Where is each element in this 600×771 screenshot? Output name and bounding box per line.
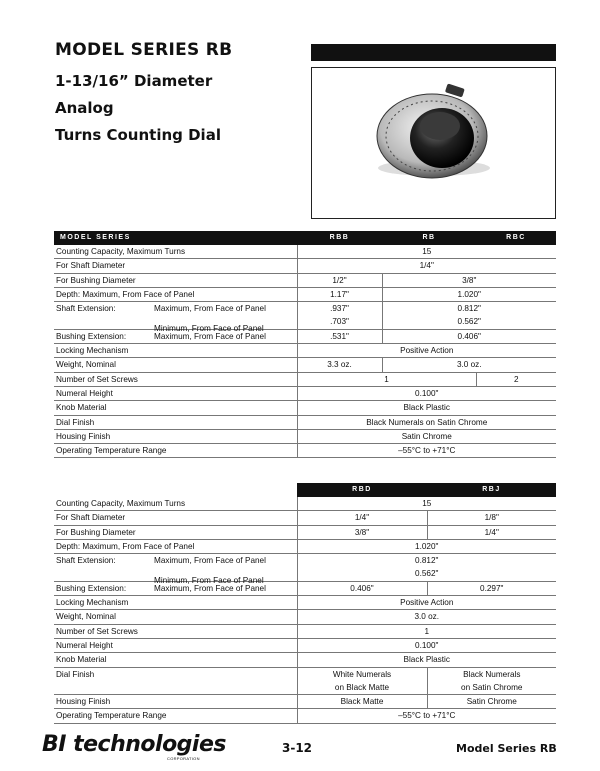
cell: Black Matte <box>297 695 427 709</box>
row-label: Dial Finish <box>56 669 95 679</box>
table-row <box>54 344 556 358</box>
cell: 1/2" <box>297 273 382 287</box>
cell: on Satin Chrome <box>427 681 556 695</box>
row-label: Dial Finish <box>54 415 297 429</box>
row-label: Housing Finish <box>54 695 297 709</box>
table-row <box>54 581 556 595</box>
table-row <box>54 709 556 723</box>
spec-table-2 <box>54 483 556 724</box>
cell: –55°C to +71°C <box>297 709 556 723</box>
row-sublabel: Minimum, From Face of Panel <box>154 576 264 586</box>
cell: 1.020" <box>297 539 556 553</box>
row-label-main: Shaft Extension: <box>56 304 116 314</box>
row-label: Knob Material <box>54 401 297 415</box>
table-row <box>54 695 556 709</box>
cell: .703" <box>297 315 382 329</box>
cell: 0.562" <box>382 315 556 329</box>
cell: White Numerals <box>297 667 427 681</box>
cell: 0.406" <box>297 581 427 595</box>
row-label: Locking Mechanism <box>54 344 297 358</box>
cell: Satin Chrome <box>297 429 556 443</box>
cell: Black Numerals <box>427 667 556 681</box>
row-sublabel: Maximum, From Face of Panel <box>154 331 266 341</box>
row-label: For Shaft Diameter <box>54 259 297 273</box>
table-header <box>54 483 556 497</box>
table-row <box>54 415 556 429</box>
row-label: Knob Material <box>54 653 297 667</box>
subtitle-line: Analog <box>55 99 114 117</box>
row-label: Number of Set Screws <box>54 624 297 638</box>
cell: 0.100" <box>297 638 556 652</box>
column-header: RBC <box>506 234 526 242</box>
row-label <box>54 315 297 334</box>
row-label: Operating Temperature Range <box>54 444 297 458</box>
row-sublabel: Minimum, From Face of Panel <box>154 324 264 334</box>
dial-knob-icon <box>312 68 555 218</box>
cell: Black Plastic <box>297 401 556 415</box>
cell: 0.297" <box>427 581 556 595</box>
column-header: RBD <box>352 486 372 494</box>
spec-table-1 <box>54 231 556 458</box>
header-bar <box>311 44 556 61</box>
table-row <box>54 245 556 259</box>
row-label: Operating Temperature Range <box>54 709 297 723</box>
table-row <box>54 287 556 301</box>
row-sublabel: Maximum, From Face of Panel <box>154 583 266 593</box>
cell: 3.0 oz. <box>382 358 556 372</box>
cell: 1/4" <box>297 259 556 273</box>
row-label: For Shaft Diameter <box>54 511 297 525</box>
table-row <box>54 511 556 525</box>
row-label <box>54 302 297 316</box>
table-row <box>54 497 556 511</box>
row-label-main: Bushing Extension: <box>56 331 127 341</box>
table-row <box>54 358 556 372</box>
table-row <box>54 653 556 667</box>
cell: 1/4" <box>427 525 556 539</box>
table-row <box>54 681 556 695</box>
company-logo: BI technologies <box>42 732 226 757</box>
row-label: Numeral Height <box>54 386 297 400</box>
header-spacer <box>54 483 297 497</box>
row-label: For Bushing Diameter <box>54 525 297 539</box>
subtitle-line: 1-13/16” Diameter <box>55 72 213 90</box>
cell: 3.0 oz. <box>297 610 556 624</box>
cell: 1.020" <box>382 287 556 301</box>
company-logo-sub: CORPORATION <box>167 756 200 761</box>
table-row <box>54 567 556 581</box>
row-label <box>54 581 297 595</box>
table-row <box>54 401 556 415</box>
table-row <box>54 624 556 638</box>
row-label-main: Bushing Extension: <box>56 583 127 593</box>
table-row <box>54 444 556 458</box>
cell: Black Plastic <box>297 653 556 667</box>
page-number: 3-12 <box>282 741 313 755</box>
table-header-label: MODEL SERIES <box>60 234 131 242</box>
cell: 1.17" <box>297 287 382 301</box>
row-label: Depth: Maximum, From Face of Panel <box>54 539 297 553</box>
cell: Positive Action <box>297 596 556 610</box>
column-header: RBJ <box>482 486 501 494</box>
cell: –55°C to +71°C <box>297 444 556 458</box>
row-label: Weight, Nominal <box>54 358 297 372</box>
cell: 3/8" <box>297 525 427 539</box>
cell: 3/8" <box>382 273 556 287</box>
footer-series: Model Series RB <box>456 742 557 755</box>
table-row <box>54 372 556 386</box>
cell: Positive Action <box>297 344 556 358</box>
row-label-main: Shaft Extension: <box>56 556 116 566</box>
cell: .937" <box>297 302 382 316</box>
table-row <box>54 315 556 329</box>
row-label: Numeral Height <box>54 638 297 652</box>
column-header: RBB <box>329 234 350 242</box>
row-label: Weight, Nominal <box>54 610 297 624</box>
table-row <box>54 596 556 610</box>
cell: 15 <box>297 245 556 259</box>
cell: Satin Chrome <box>427 695 556 709</box>
row-label: Counting Capacity, Maximum Turns <box>54 245 297 259</box>
cell: 1/4" <box>297 511 427 525</box>
row-sublabel: Maximum, From Face of Panel <box>154 304 266 314</box>
cell: Black Numerals on Satin Chrome <box>297 415 556 429</box>
table-row <box>54 259 556 273</box>
row-label-empty <box>54 681 297 695</box>
cell: 3.3 oz. <box>297 358 382 372</box>
cell: 1 <box>297 372 476 386</box>
cell: .531" <box>297 329 382 343</box>
subtitle-line: Turns Counting Dial <box>55 126 221 144</box>
table-row <box>54 554 556 568</box>
row-label: Locking Mechanism <box>54 596 297 610</box>
cell: 1/8" <box>427 511 556 525</box>
table-row <box>54 329 556 343</box>
table-row <box>54 667 556 681</box>
cell: 0.812" <box>297 554 556 568</box>
cell: 0.562" <box>297 567 556 581</box>
cell: 2 <box>476 372 556 386</box>
table-row <box>54 302 556 316</box>
table-row <box>54 610 556 624</box>
column-header: RB <box>422 234 436 242</box>
table-row <box>54 273 556 287</box>
table-row <box>54 429 556 443</box>
row-label: Number of Set Screws <box>54 372 297 386</box>
table-header <box>54 231 556 245</box>
row-label: Depth: Maximum, From Face of Panel <box>54 287 297 301</box>
table-row <box>54 525 556 539</box>
row-label <box>54 554 297 568</box>
row-label: Housing Finish <box>54 429 297 443</box>
table-row <box>54 638 556 652</box>
cell: 0.406" <box>382 329 556 343</box>
page-title: MODEL SERIES RB <box>55 40 233 60</box>
row-label <box>54 329 297 343</box>
product-photo <box>311 67 556 219</box>
row-label <box>54 567 297 586</box>
cell: 0.812" <box>382 302 556 316</box>
row-sublabel: Maximum, From Face of Panel <box>154 556 266 566</box>
cell: 1 <box>297 624 556 638</box>
cell: 15 <box>297 497 556 511</box>
row-label: For Bushing Diameter <box>54 273 297 287</box>
row-label: Counting Capacity, Maximum Turns <box>54 497 297 511</box>
table-row <box>54 539 556 553</box>
table-row <box>54 386 556 400</box>
cell: 0.100" <box>297 386 556 400</box>
cell: on Black Matte <box>297 681 427 695</box>
